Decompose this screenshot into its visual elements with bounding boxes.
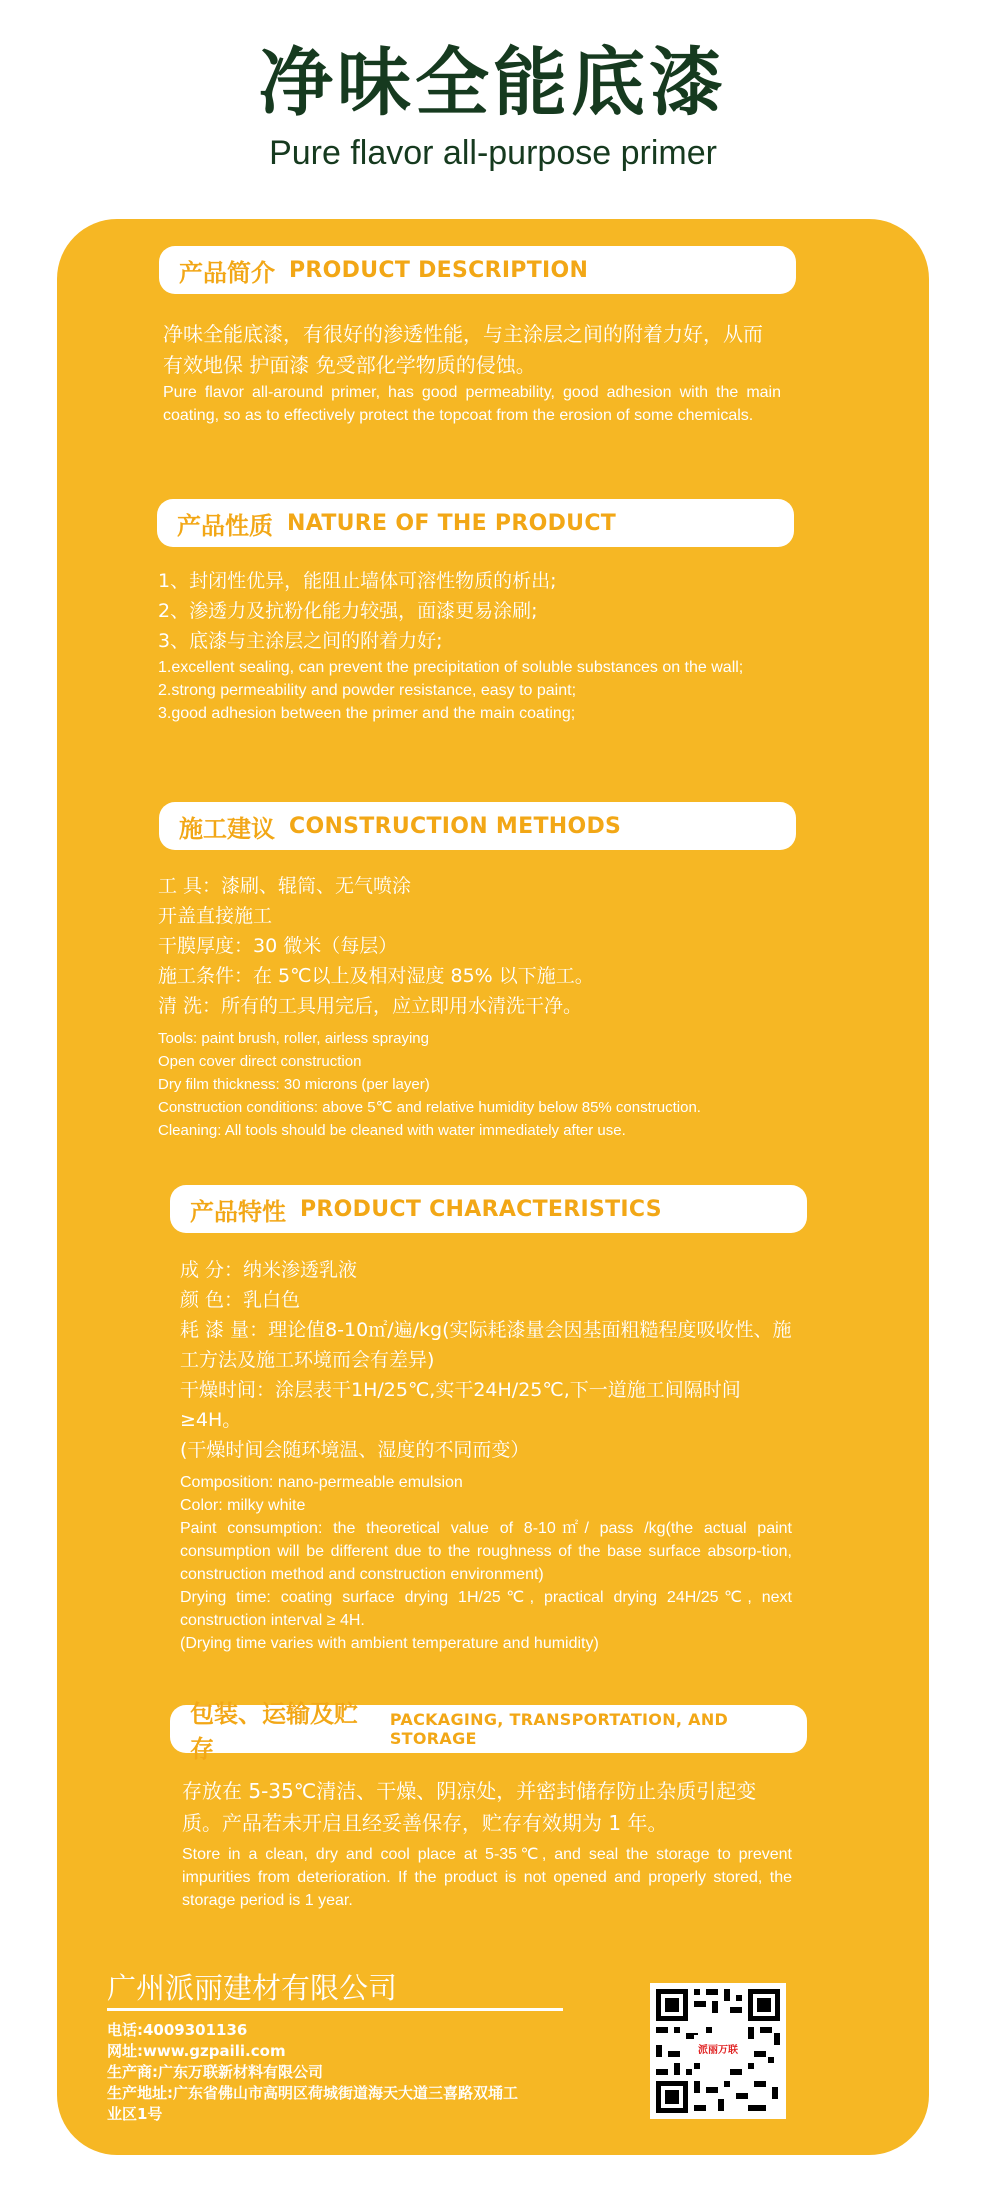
construction-line-cn: 清 洗：所有的工具用完后，应立即用水清洗干净。 xyxy=(158,995,583,1017)
nature-line-en: 2.strong permeability and powder resistance, easy to paint; xyxy=(158,682,577,699)
construction-line-cn: 干膜厚度：30 微米（每层） xyxy=(158,935,398,957)
page-title-en: Pure flavor all-purpose primer xyxy=(269,134,717,172)
section-heading-nature xyxy=(157,499,794,547)
section-heading-description xyxy=(159,246,796,294)
characteristics-line-en: Composition: nano-permeable emulsion xyxy=(180,1474,463,1491)
construction-line-cn: 开盖直接施工 xyxy=(158,905,273,927)
characteristics-line-cn: 成 分：纳米渗透乳液 xyxy=(180,1259,358,1281)
description-text-en: Pure flavor all-around primer, has good permeability, good adhesion with the main coating, so as to effectively protect the topcoat from the erosion of some chemicals. xyxy=(163,384,781,424)
heading-cn: 产品特性 xyxy=(190,1197,286,1226)
construction-line-cn: 工 具：漆刷、辊筒、无气喷涂 xyxy=(158,875,412,897)
characteristics-line-cn: 颜 色：乳白色 xyxy=(180,1289,301,1311)
contact-info xyxy=(107,2020,527,2125)
content-panel xyxy=(57,219,929,2155)
heading-en: PRODUCT CHARACTERISTICS xyxy=(300,1196,662,1222)
address: 生产地址:广东省佛山市高明区荷城街道海天大道三喜路双埇工业区1号 xyxy=(107,2084,519,2123)
construction-line-en: Open cover direct construction xyxy=(158,1053,362,1070)
heading-cn: 施工建议 xyxy=(179,814,275,843)
phone: 电话:4009301136 xyxy=(107,2021,248,2039)
heading-en: CONSTRUCTION METHODS xyxy=(289,813,622,839)
company-name: 广州派丽建材有限公司 xyxy=(107,1971,398,2005)
heading-en: PRODUCT DESCRIPTION xyxy=(289,257,589,283)
construction-line-en: Cleaning: All tools should be cleaned with water immediately after use. xyxy=(158,1122,626,1139)
nature-body xyxy=(158,566,782,725)
heading-cn: 产品性质 xyxy=(177,511,273,540)
qr-logo-text: 派丽万联 xyxy=(698,2045,738,2056)
storage-text-en: Store in a clean, dry and cool place at 5-35℃, and seal the storage to prevent impurities from deterioration. If the product is not opened and properly stored, the storage period is 1 year. xyxy=(182,1846,792,1909)
nature-line-en: 1.excellent sealing, can prevent the precipitation of soluble substances on the wall; xyxy=(158,659,744,676)
page-title-cn: 净味全能底漆 xyxy=(259,40,727,126)
nature-line-cn: 3、底漆与主涂层之间的附着力好; xyxy=(158,630,443,652)
characteristics-line-en: Paint consumption: the theoretical value of 8-10㎡/ pass /kg(the actual paint consumption will be different due to the roughness of the base surface absorp-tion, construction method and construction environment) xyxy=(180,1520,792,1583)
characteristics-line-cn: 耗 漆 量：理论值8-10㎡/遍/kg(实际耗漆量会因基面粗糙程度吸收性、施工方法及施工环境而会有差异) xyxy=(180,1319,792,1371)
characteristics-line-en: Drying time: coating surface drying 1H/25℃, practical drying 24H/25℃, next construction interval ≥ 4H. xyxy=(180,1589,792,1629)
storage-text-cn: 存放在 5-35℃清洁、干燥、阴凉处，并密封储存防止杂质引起变质。产品若未开启且经妥善保存，贮存有效期为 1 年。 xyxy=(182,1779,757,1835)
construction-line-en: Tools: paint brush, roller, airless spraying xyxy=(158,1030,429,1047)
heading-cn: 包装、运输及贮存 xyxy=(190,1700,358,1763)
heading-cn: 产品简介 xyxy=(179,258,275,287)
characteristics-body xyxy=(180,1255,792,1655)
company-underline xyxy=(107,2008,563,2011)
heading-en: NATURE OF THE PRODUCT xyxy=(287,510,617,536)
section-heading-storage xyxy=(170,1700,807,1763)
construction-line-en: Dry film thickness: 30 microns (per layer) xyxy=(158,1076,430,1093)
description-text-cn: 净味全能底漆，有很好的渗透性能，与主涂层之间的附着力好，从而有效地保 护面漆 免受部化学物质的侵蚀。 xyxy=(163,322,763,377)
nature-line-en: 3.good adhesion between the primer and the main coating; xyxy=(158,705,576,722)
storage-body xyxy=(182,1775,792,1912)
characteristics-line-en: (Drying time varies with ambient temperature and humidity) xyxy=(180,1635,599,1652)
website: 网址:www.gzpaili.com xyxy=(107,2042,286,2060)
construction-line-cn: 施工条件：在 5℃以上及相对湿度 85% 以下施工。 xyxy=(158,965,594,987)
nature-line-cn: 1、封闭性优异，能阻止墙体可溶性物质的析出; xyxy=(158,570,557,592)
nature-line-cn: 2、渗透力及抗粉化能力较强，面漆更易涂刷; xyxy=(158,600,538,622)
description-body xyxy=(163,319,781,427)
qr-code xyxy=(650,1983,786,2119)
heading-en: PACKAGING, TRANSPORTATION, AND STORAGE xyxy=(389,1710,729,1748)
construction-line-en: Construction conditions: above 5℃ and relative humidity below 85% construction. xyxy=(158,1099,701,1116)
section-heading-characteristics xyxy=(170,1185,807,1233)
characteristics-line-cn: 干燥时间：涂层表干1H/25℃,实干24H/25℃,下一道施工间隔时间≥4H。 xyxy=(180,1379,741,1431)
characteristics-line-en: Color: milky white xyxy=(180,1497,306,1514)
manufacturer: 生产商:广东万联新材料有限公司 xyxy=(107,2063,324,2081)
section-heading-construction xyxy=(159,802,796,850)
characteristics-line-cn: (干燥时间会随环境温、湿度的不同而变） xyxy=(180,1439,530,1461)
construction-body xyxy=(158,871,798,1142)
